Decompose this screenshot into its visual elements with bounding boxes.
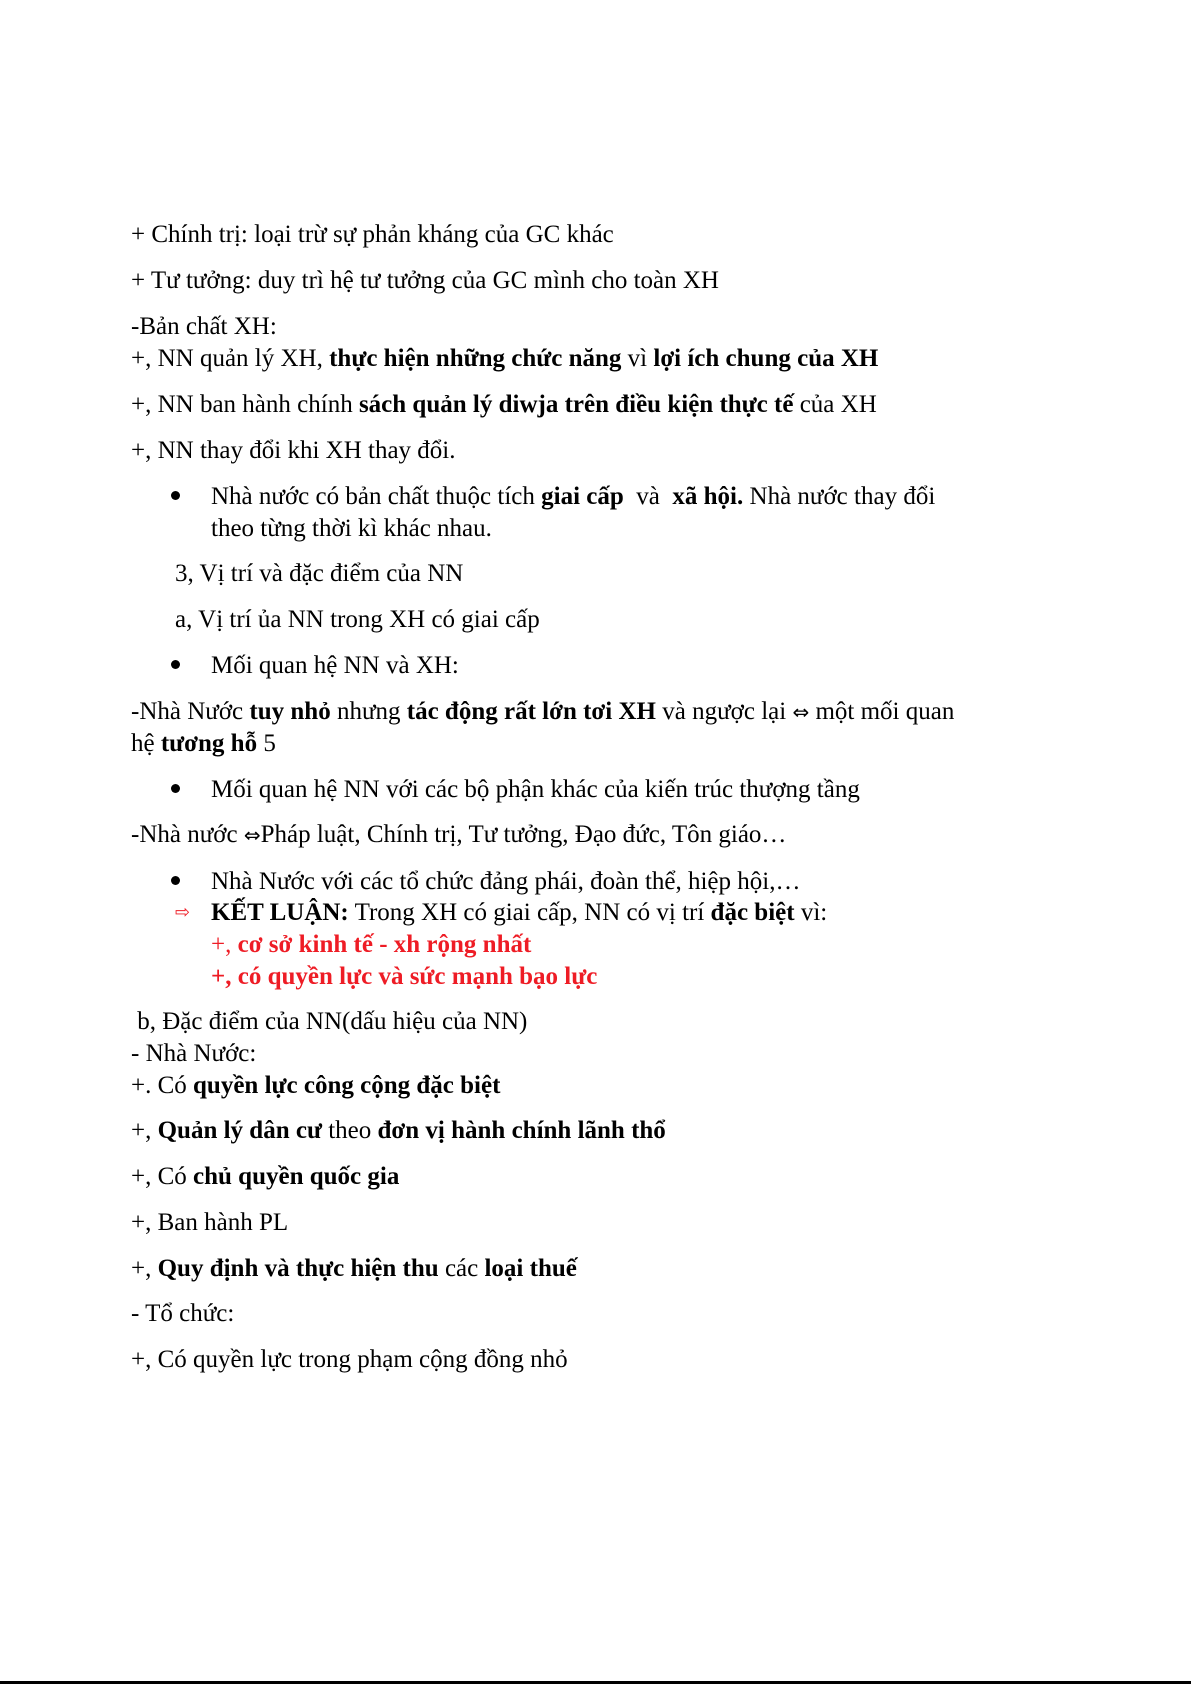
bold-text: thực hiện những chức năng bbox=[329, 345, 622, 372]
bold-text: KẾT LUẬN: bbox=[211, 899, 349, 926]
text-run: -Bản chất XH: bbox=[131, 313, 277, 340]
text-line bbox=[211, 869, 800, 894]
text-run: +, bbox=[131, 1255, 158, 1282]
bold-text: đặc biệt bbox=[710, 899, 795, 926]
text-line bbox=[131, 822, 786, 847]
text-run: theo từng thời kì khác nhau. bbox=[211, 515, 492, 542]
text-run: +, NN ban hành chính bbox=[131, 391, 359, 418]
text-line bbox=[211, 777, 860, 802]
text-run: b, Đặc điểm của NN(dấu hiệu của NN) bbox=[131, 1008, 528, 1035]
text-run: các bbox=[438, 1255, 485, 1282]
bold-text: Quản lý dân cư bbox=[157, 1117, 322, 1144]
text-run: 5 bbox=[257, 730, 276, 757]
conclusion-line bbox=[211, 900, 827, 925]
text-line bbox=[131, 1301, 234, 1326]
bold-text: lợi ích chung của XH bbox=[653, 345, 879, 372]
text-run: và bbox=[623, 483, 673, 510]
text-line bbox=[131, 1073, 500, 1098]
text-run: một mối quan bbox=[809, 698, 955, 725]
text-run: của XH bbox=[793, 391, 877, 418]
text-line bbox=[131, 314, 277, 339]
bold-text: tuy nhỏ bbox=[249, 698, 331, 725]
bold-text: Quy định và thực hiện thu bbox=[157, 1255, 439, 1282]
bold-text: +, có quyền lực và sức mạnh bạo lực bbox=[211, 963, 598, 990]
text-run: +, bbox=[211, 931, 238, 958]
text-line bbox=[131, 1118, 666, 1143]
bold-text: cơ sở kinh tế - xh rộng nhất bbox=[237, 931, 532, 958]
text-line bbox=[175, 561, 463, 586]
conclusion-point bbox=[211, 964, 597, 989]
text-run: nhưng bbox=[330, 698, 407, 725]
section-heading bbox=[131, 1009, 527, 1034]
text-run: Nhà Nước với các tổ chức đảng phái, đoàn thể, hiệp hội,… bbox=[211, 868, 801, 895]
text-run: Nhà nước có bản chất thuộc tích bbox=[211, 483, 542, 510]
bold-text: tác động rất lớn tơi XH bbox=[406, 698, 656, 725]
bold-text: giai cấp bbox=[541, 483, 624, 510]
text-run: a, Vị trí ủa NN trong XH có giai cấp bbox=[175, 606, 540, 633]
bold-text: xã hội. bbox=[672, 483, 744, 510]
text-line bbox=[131, 268, 719, 293]
text-line bbox=[175, 607, 540, 632]
text-run: Mối quan hệ NN và XH: bbox=[211, 652, 459, 679]
bold-text: tương hỗ bbox=[160, 730, 258, 757]
text-run: +, Có quyền lực trong phạm cộng đồng nhỏ bbox=[131, 1346, 568, 1373]
text-run: theo bbox=[321, 1117, 378, 1144]
text-line bbox=[131, 1041, 256, 1066]
bold-text: loại thuế bbox=[484, 1255, 577, 1282]
bullet-dot-icon bbox=[171, 876, 180, 885]
text-run: -Nhà Nước bbox=[131, 698, 250, 725]
text-line bbox=[131, 1210, 288, 1235]
text-line bbox=[131, 346, 878, 371]
hollow-right-arrow-icon: ⇨ bbox=[175, 902, 191, 923]
text-run: và ngược lại bbox=[655, 698, 793, 725]
text-run: vì bbox=[621, 345, 654, 372]
text-line bbox=[211, 516, 492, 541]
text-run: -Nhà nước bbox=[131, 821, 244, 848]
text-line bbox=[131, 1256, 577, 1281]
text-run: - Tổ chức: bbox=[131, 1300, 235, 1327]
text-run: +. Có bbox=[131, 1072, 194, 1099]
text-line bbox=[131, 222, 614, 247]
bullet-dot-icon bbox=[171, 660, 180, 669]
text-run: +, NN thay đổi khi XH thay đổi. bbox=[131, 437, 456, 464]
text-line bbox=[211, 653, 459, 678]
text-run: Mối quan hệ NN với các bộ phận khác của kiến trúc thượng tầng bbox=[211, 776, 860, 803]
equivalence-arrow-icon: ⇔ bbox=[243, 823, 261, 847]
bullet-dot-icon bbox=[171, 491, 180, 500]
bold-text: sách quản lý diwja trên điều kiện thực tế bbox=[358, 391, 794, 418]
text-run: vì: bbox=[794, 899, 828, 926]
text-run: + Chính trị: loại trừ sự phản kháng của GC khác bbox=[131, 221, 614, 248]
text-line bbox=[131, 1164, 399, 1189]
conclusion-point bbox=[211, 932, 531, 957]
bold-text: đơn vị hành chính lãnh thổ bbox=[377, 1117, 666, 1144]
text-run: hệ bbox=[131, 730, 161, 757]
text-run: + Tư tưởng: duy trì hệ tư tưởng của GC mình cho toàn XH bbox=[131, 267, 719, 294]
text-line bbox=[131, 392, 877, 417]
text-line bbox=[131, 731, 276, 756]
text-run: 3, Vị trí và đặc điểm của NN bbox=[175, 560, 464, 587]
text-run: Nhà nước thay đổi bbox=[743, 483, 936, 510]
text-run: Pháp luật, Chính trị, Tư tưởng, Đạo đức, Tôn giáo… bbox=[260, 821, 787, 848]
bold-text: quyền lực công cộng đặc biệt bbox=[193, 1072, 501, 1099]
text-run: - Nhà Nước: bbox=[131, 1040, 257, 1067]
page-bottom-rule bbox=[0, 1681, 1191, 1684]
text-line bbox=[131, 1347, 568, 1372]
text-run: +, Có bbox=[131, 1163, 194, 1190]
bullet-dot-icon bbox=[171, 784, 180, 793]
text-run: +, bbox=[131, 1117, 158, 1144]
equivalence-arrow-icon: ⇔ bbox=[792, 700, 810, 724]
text-run: +, NN quản lý XH, bbox=[131, 345, 330, 372]
bold-text: chủ quyền quốc gia bbox=[193, 1163, 400, 1190]
text-line bbox=[211, 484, 935, 509]
text-line bbox=[131, 438, 456, 463]
text-run: Trong XH có giai cấp, NN có vị trí bbox=[348, 899, 711, 926]
text-run: +, Ban hành PL bbox=[131, 1209, 289, 1236]
text-line bbox=[131, 699, 954, 724]
